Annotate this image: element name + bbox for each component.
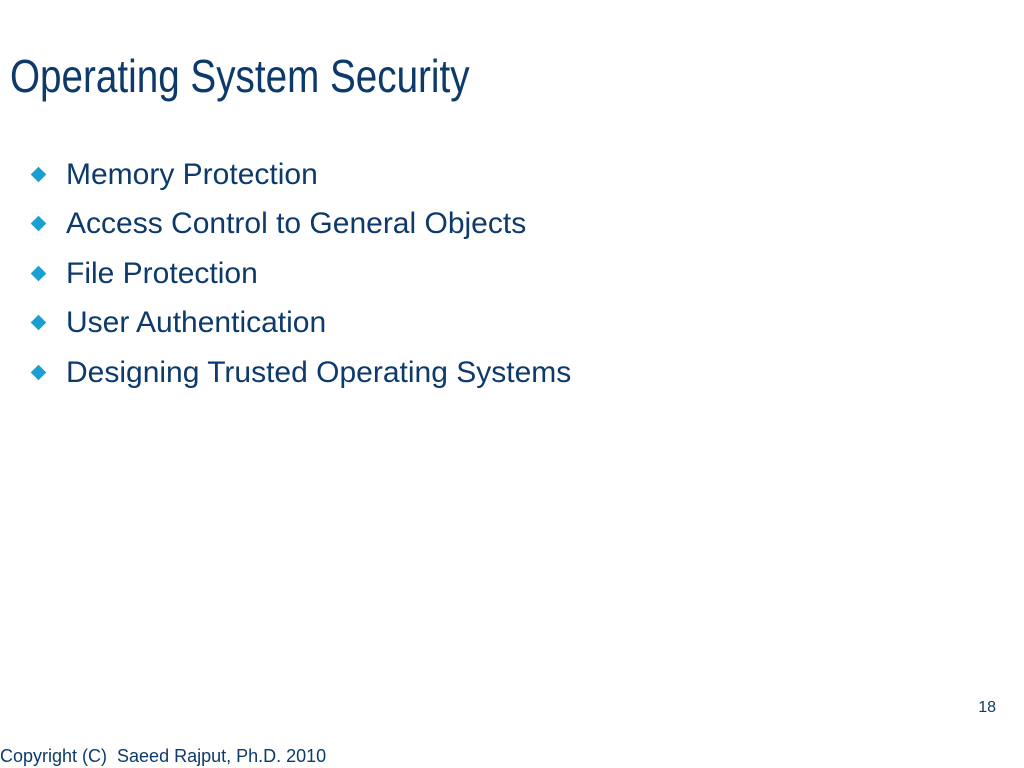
bullet-item — [30, 200, 571, 250]
diamond-bullet-icon — [30, 364, 48, 382]
bullet-item — [30, 348, 571, 398]
diamond-bullet-icon — [30, 314, 48, 332]
bullet-text: Designing Trusted Operating Systems — [66, 355, 572, 389]
diamond-bullet-icon — [30, 166, 48, 184]
page-number: 18 — [978, 699, 996, 716]
diamond-bullet-icon — [30, 215, 48, 233]
bullet-text: File Protection — [66, 256, 258, 290]
bullet-text: User Authentication — [66, 306, 327, 340]
bullet-list — [30, 150, 571, 398]
bullet-text: Memory Protection — [66, 157, 318, 191]
diamond-bullet-icon — [30, 265, 48, 283]
bullet-item — [30, 150, 571, 200]
bullet-item — [30, 249, 571, 299]
copyright-footer: Copyright (C) Saeed Rajput, Ph.D. 2010 — [0, 746, 327, 766]
bullet-item — [30, 299, 571, 349]
slide-title: Operating System Security — [10, 50, 470, 102]
bullet-text: Access Control to General Objects — [66, 207, 527, 241]
